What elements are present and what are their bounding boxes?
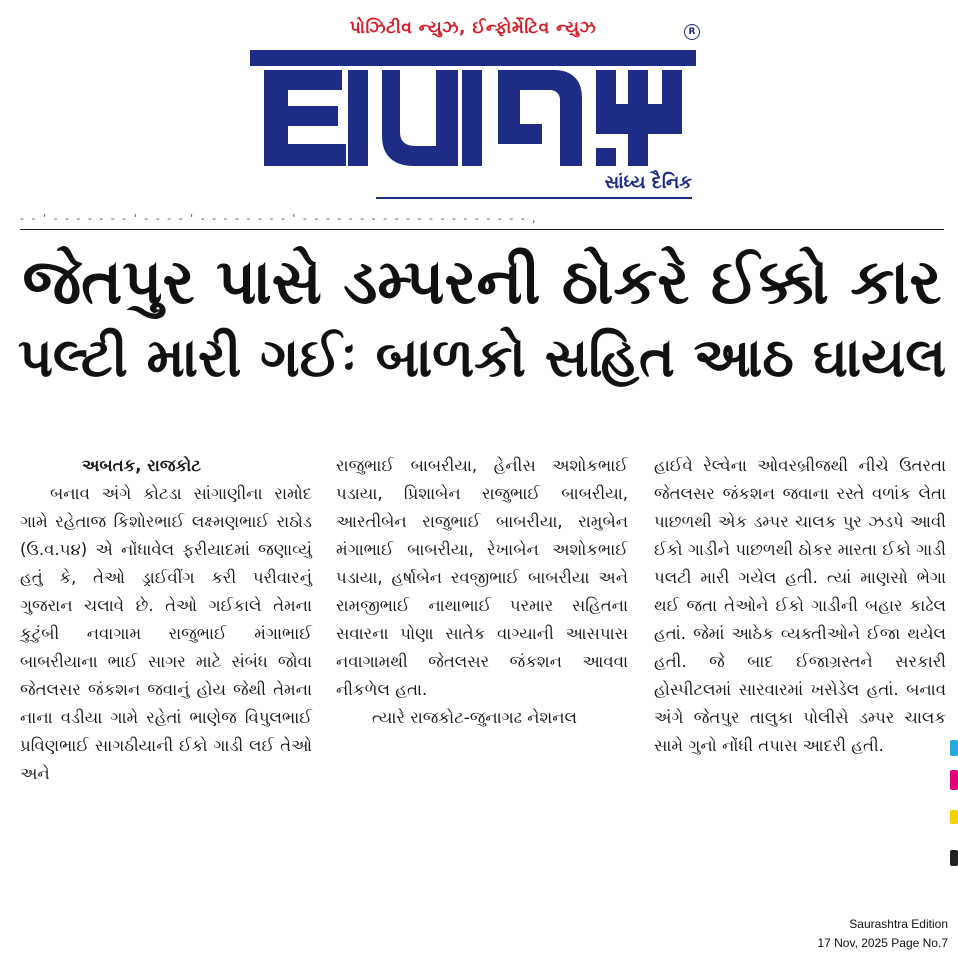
article-headline: [14, 244, 950, 396]
edge-mark: [950, 850, 958, 866]
date-page: 17 Nov, 2025 Page No.7: [817, 936, 948, 950]
registered-trademark-icon: R: [684, 24, 700, 40]
newspaper-logo: [250, 44, 696, 178]
column-2-text-continued: ત્યારે રાજકોટ-જુનાગઢ નેશનલ: [372, 708, 577, 727]
headline-line-1: જેતપુર પાસે ડમ્પરની ઠોકરે ઈક્કો કાર: [22, 245, 942, 318]
tagline: પોઝિટીવ ન્યુઝ, ઈન્ફોર્મેટિવ ન્યુઝ: [349, 18, 597, 38]
column-1-text: બનાવ અંગે કોટડા સાંગાણીના રામોદ ગામે રહેતાજ કિશોરભાઈ લક્ષ્મણભાઈ રાઠોડ (ઉ.વ.૫૪) એ નોંધાવેલ ફરીયાદમાં જણાવ્યું હતું કે, તેઓ ડ્રાઈવીંગ કરી પરીવારનું ગુજરાન ચલાવે છે. તેઓ ગઈકાલે તેમના કુટુંબી નવાગામ રાજુભાઈ મંગાભાઈ બાબરીયાના ભાઈ સાગર માટે સંબંધ જોવા જેતલસર જંકશન જવાનું હોય જેથી તેમના નાના વડીયા ગામે રહેતાં ભાણેજ વિપુલભાઈ પ્રવિણભાઈ સાગઠીયાની ઈકો ગાડી લઈ તેઓ અને: [20, 484, 312, 783]
article-column-1: [20, 452, 312, 788]
edition-footer: [817, 915, 948, 953]
headline-line-2: પલ્ટી મારી ગઈઃ બાળકો સહિત આઠ ઘાયલ: [17, 326, 947, 389]
edition-type: સાંધ્ય દૈનિક: [604, 172, 692, 193]
column-3-text: હાઈવે રેલ્વેના ઓવરબ્રીજથી નીચે ઉતરતા જેતલસર જંકશન જવાના રસ્તે વળાંક લેતા પાછળથી એક ડમ્પર ચાલક પુર ઝડપે આવી ઈકો ગાડીને પાછળથી ઠોકર મારતા ઈકો ગાડી પલટી મારી ગયેલ હતી. ત્યાં માણસો ભેગા થઈ જતા તેઓને ઈકો ગાડીની બહાર કાઢેલ હતાં. જેમાં આઠેક વ્યક્તીઓને ઈજા થયેલ હતી. જે બાદ ઈજાગ્રસ્તને સરકારી હોસ્પીટલમાં સારવારમાં ખસેડેલ હતાં. બનાવ અંગે જેતપુર તાલુકા પોલીસે ડમ્પર ચાલક સામે ગુનો નોંધી તપાસ આદરી હતી.: [654, 456, 946, 755]
clipped-edge-marks: [950, 730, 958, 870]
edition-name: Saurashtra Edition: [849, 917, 948, 931]
edge-mark: [950, 740, 958, 756]
edge-mark: [950, 810, 958, 824]
logo-underline: [376, 197, 692, 199]
clipped-text-fragment: - - ' - - - - - - - ' - - - - ' - - - - - - - - ' - - - - - - - - - - - - - - - - - - - - ,: [20, 212, 538, 225]
divider: [20, 229, 944, 230]
article-column-3: [654, 452, 946, 760]
column-2-text: રાજુભાઈ બાબરીયા, હેનીસ અશોકભાઈ પડાયા, પ્રિશાબેન રાજુભાઈ બાબરીયા, આરતીબેન રાજુભાઈ બાબરીયા, રામુબેન મંગાભાઈ બાબરીયા, રેખાબેન અશોકભાઈ પડાયા, હર્ષાબેન રવજીભાઈ બાબરીયા અને રામજીભાઈ નાથાભાઈ પરમાર સહિતના સવારના પોણા સાતેક વાગ્યાની આસપાસ નવાગામથી જેતલસર જંકશન આવવા નીકળેલ હતા.: [336, 456, 628, 699]
article-column-2: [336, 452, 628, 732]
edge-mark: [950, 770, 958, 790]
dateline: અબતક, રાજકોટ: [82, 456, 201, 475]
masthead: [0, 0, 958, 212]
